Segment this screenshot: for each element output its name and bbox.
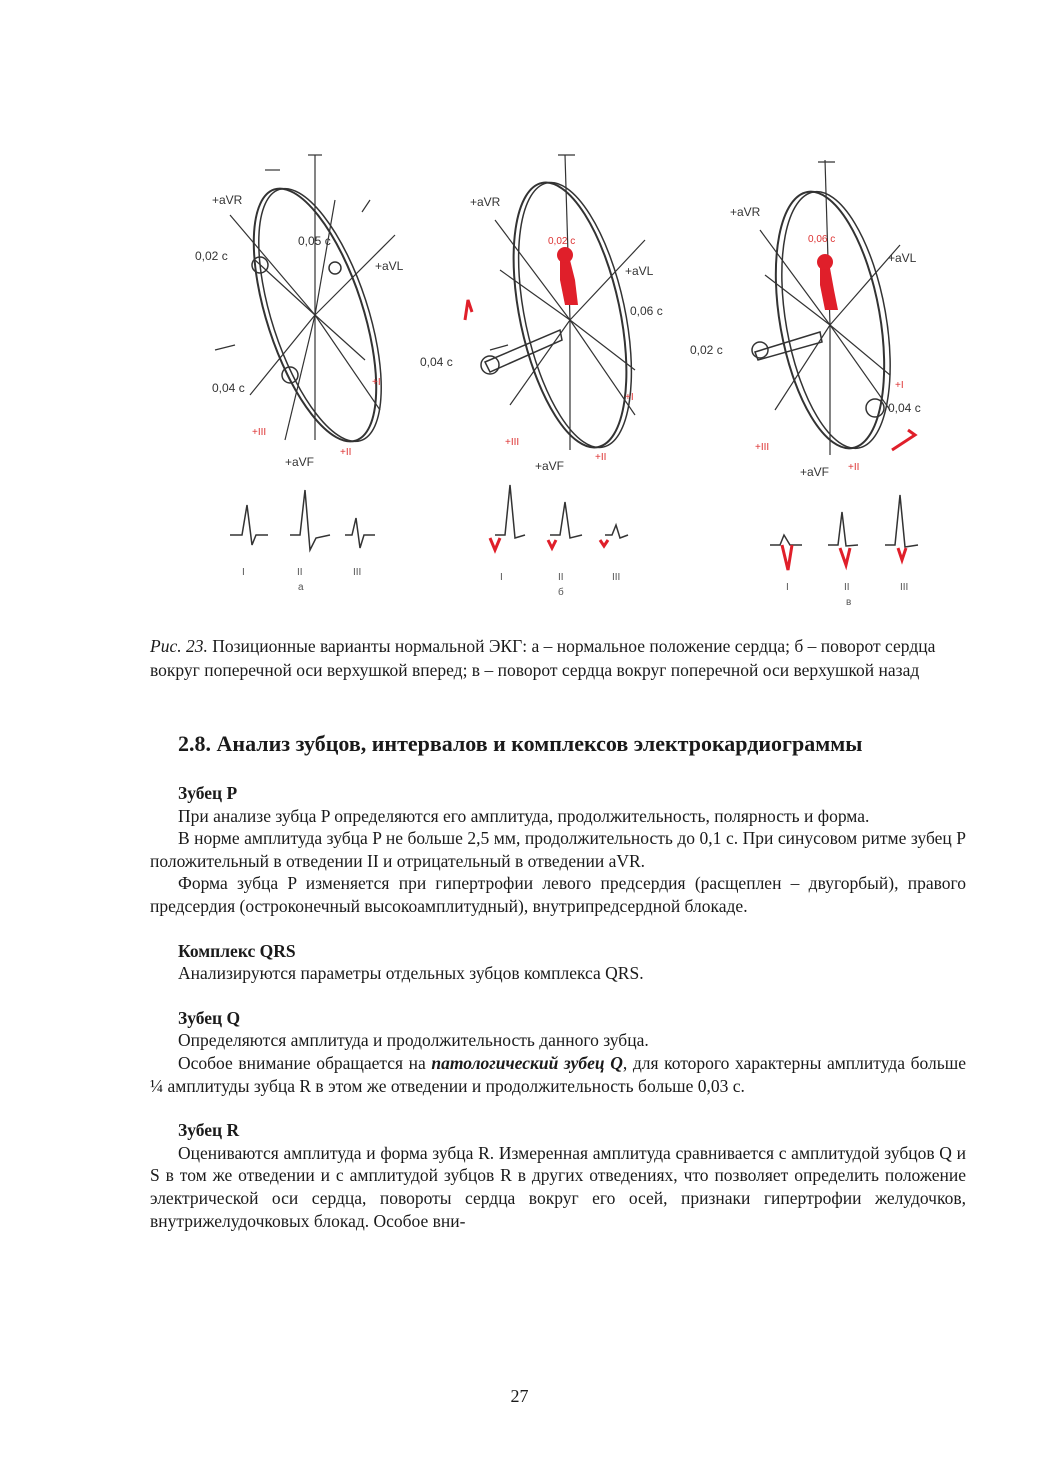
label-avf-c: +aVF	[800, 465, 830, 479]
label-avf-b: +aVF	[535, 459, 565, 473]
r-wave-para-1: Оцениваются амплитуда и форма зубца R. Измеренная амплитуда сравнивается с амплитудой зубцов Q и S в том же отведении и с амплитудой зубцов R в других отведениях, что позволяет определить положение электрической оси сердца, повороты сердца вокруг его осей, признаки гипертрофии желудочков, внутрижелудочковых блокад. Особое вни-	[150, 1142, 966, 1231]
pathologic-q-term: патологический зубец Q	[431, 1052, 623, 1073]
panel-b	[420, 155, 663, 598]
label-ii-c: +II	[848, 462, 860, 473]
section-title: 2.8. Анализ зубцов, интервалов и комплексов электрокардиограммы	[178, 731, 863, 756]
ecg-b-lead3: III	[612, 572, 621, 583]
label-t1-c: 0,06 с	[808, 234, 836, 245]
ecg-a-lead1: I	[242, 567, 245, 578]
ecg-a-lead2: II	[297, 567, 303, 578]
label-avl-a: +aVL	[375, 259, 404, 273]
p-wave-title: Зубец P	[178, 783, 238, 803]
label-i-b: +I	[625, 392, 634, 403]
body-text	[150, 782, 966, 1232]
page-number: 27	[510, 1386, 529, 1406]
ecg-c-lead1: I	[786, 582, 789, 593]
label-i-a: +I	[372, 377, 381, 388]
ecg-a-lead3: III	[353, 567, 362, 578]
label-iii-c: +III	[755, 442, 770, 453]
q-wave-para-2	[150, 1052, 966, 1097]
ecg-a	[230, 490, 375, 550]
label-avl-c: +aVL	[888, 251, 917, 265]
r-wave-title: Зубец R	[178, 1120, 240, 1141]
label-t2-c: 0,02 с	[690, 343, 723, 357]
ecg-b	[495, 485, 628, 538]
qrs-title: Комплекс QRS	[178, 940, 296, 961]
panel-c	[690, 160, 921, 608]
label-ii-a: +II	[340, 447, 352, 458]
ecg-b-letter: б	[558, 587, 564, 598]
label-t3-c: 0,04 с	[888, 401, 921, 415]
figure-caption	[150, 634, 965, 682]
p-wave-para-1: При анализе зубца P определяются его амплитуда, продолжительность, полярность и форма.	[178, 805, 870, 826]
label-avr-c: +aVR	[730, 205, 761, 219]
label-avr-a: +aVR	[212, 193, 243, 207]
label-t1-b: 0,02 с	[548, 236, 576, 247]
q-wave-para-1: Определяются амплитуда и продолжительность данного зубца.	[178, 1030, 649, 1051]
label-iii-a: +III	[252, 427, 267, 438]
p-wave-para-3: Форма зубца P изменяется при гипертрофии левого предсердия (расщеплен – двугорбый), правого предсердия (остроконечный высокоамплитудный), внутрипредсердной блокаде.	[150, 873, 966, 916]
ecg-a-letter: а	[298, 582, 304, 593]
figure-svg	[190, 140, 970, 610]
label-t2-a: 0,05 с	[298, 234, 331, 248]
caption-text: Позиционные варианты нормальной ЭКГ: а – нормальное положение сердца; б – поворот сердца вокруг поперечной оси верхушкой вперед; в – поворот сердца вокруг поперечной оси верхушкой назад	[150, 636, 936, 680]
figure-23	[190, 140, 970, 610]
ecg-c-lead3: III	[900, 582, 909, 593]
q-wave-para-2-after: , для которого характерны амплитуда больше ¼ амплитуды зубца R в этом же отведении и продолжительность больше 0,03 с.	[150, 1052, 966, 1096]
panel-a	[195, 155, 406, 593]
label-t3-b: 0,04 с	[420, 355, 453, 369]
q-wave-title: Зубец Q	[178, 1007, 241, 1028]
ecg-b-lead2: II	[558, 572, 564, 583]
label-ii-b: +II	[595, 452, 607, 463]
label-avr-b: +aVR	[470, 195, 501, 209]
ecg-c-lead2: II	[844, 582, 850, 593]
label-avl-b: +aVL	[625, 264, 654, 278]
label-t3-a: 0,04 с	[212, 381, 245, 395]
ecg-c-letter: в	[846, 597, 852, 608]
label-iii-b: +III	[505, 437, 520, 448]
ecg-b-lead1: I	[500, 572, 503, 583]
p-wave-para-2: В норме амплитуда зубца P не больше 2,5 мм, продолжительность до 0,1 с. При синусовом ритме зубец P положительный в отведении II и отрицательный в отведении aVR.	[150, 828, 966, 871]
label-avf-a: +aVF	[285, 455, 315, 469]
label-t1-a: 0,02 с	[195, 249, 228, 263]
qrs-para-1: Анализируются параметры отдельных зубцов комплекса QRS.	[178, 963, 644, 984]
label-t2-b: 0,06 с	[630, 304, 663, 318]
caption-label: Рис. 23.	[150, 636, 208, 656]
ecg-c	[770, 495, 918, 547]
q-wave-para-2-before: Особое внимание обращается на	[178, 1052, 432, 1073]
label-i-c: +I	[895, 380, 904, 391]
